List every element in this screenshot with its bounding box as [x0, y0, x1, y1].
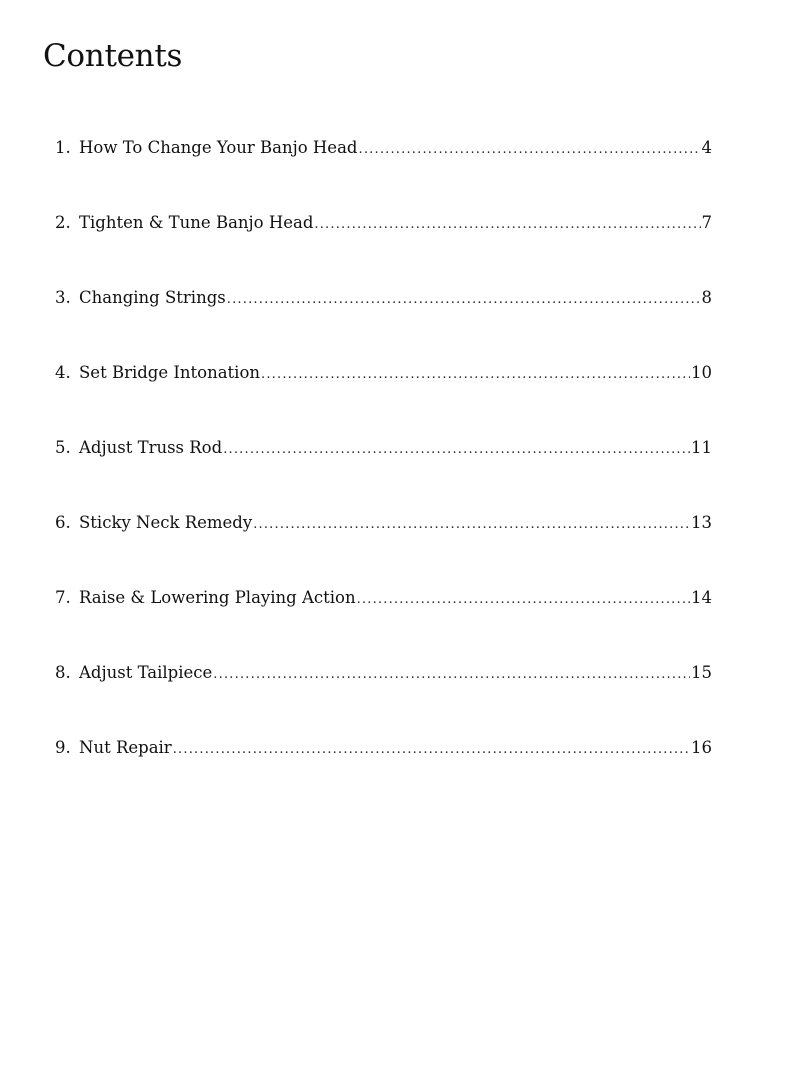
- toc-page-number: 4: [701, 138, 712, 157]
- dot-leader: [253, 512, 690, 538]
- toc-page-number: 10: [691, 363, 712, 382]
- toc-page-number: 11: [691, 438, 712, 457]
- toc-title: Changing Strings: [79, 288, 226, 307]
- toc-title: Adjust Truss Rod: [79, 438, 223, 457]
- toc-entry[interactable]: [55, 735, 712, 810]
- toc-line: [55, 360, 712, 386]
- toc-line: [55, 210, 712, 236]
- toc-line: [55, 285, 712, 311]
- toc-line: [55, 660, 712, 686]
- toc-entry[interactable]: [55, 435, 712, 510]
- toc-entry[interactable]: [55, 135, 712, 210]
- toc-title: Raise & Lowering Playing Action: [79, 588, 356, 607]
- dot-leader: [223, 437, 690, 463]
- toc-line: [55, 510, 712, 536]
- toc-entry[interactable]: [55, 360, 712, 435]
- toc-entry[interactable]: [55, 510, 712, 585]
- toc-number: 6.: [55, 513, 71, 532]
- toc-page-number: 8: [701, 288, 712, 307]
- toc-page-number: 7: [701, 213, 712, 232]
- toc-line: [55, 435, 712, 461]
- toc-entry[interactable]: [55, 660, 712, 735]
- toc-title: Set Bridge Intonation: [79, 363, 261, 382]
- dot-leader: [261, 362, 690, 388]
- dot-leader: [173, 737, 690, 763]
- toc-line: [55, 585, 712, 611]
- dot-leader: [227, 287, 701, 313]
- dot-leader: [357, 587, 690, 613]
- toc-number: 5.: [55, 438, 71, 457]
- toc-page-number: 16: [691, 738, 712, 757]
- table-of-contents: [55, 135, 712, 810]
- toc-number: 9.: [55, 738, 71, 757]
- toc-title: How To Change Your Banjo Head: [79, 138, 358, 157]
- toc-entry[interactable]: [55, 210, 712, 285]
- toc-entry[interactable]: [55, 585, 712, 660]
- page-title: Contents: [43, 38, 183, 74]
- dot-leader: [358, 137, 700, 163]
- toc-line: [55, 135, 712, 161]
- toc-number: 3.: [55, 288, 71, 307]
- toc-line: [55, 735, 712, 761]
- toc-number: 2.: [55, 213, 71, 232]
- dot-leader: [213, 662, 690, 688]
- toc-page-number: 13: [691, 513, 712, 532]
- toc-number: 1.: [55, 138, 71, 157]
- toc-title: Nut Repair: [79, 738, 172, 757]
- toc-number: 4.: [55, 363, 71, 382]
- dot-leader: [314, 212, 700, 238]
- toc-number: 8.: [55, 663, 71, 682]
- toc-page-number: 14: [691, 588, 712, 607]
- toc-entry[interactable]: [55, 285, 712, 360]
- toc-title: Adjust Tailpiece: [79, 663, 213, 682]
- toc-number: 7.: [55, 588, 71, 607]
- toc-title: Sticky Neck Remedy: [79, 513, 253, 532]
- toc-page-number: 15: [691, 663, 712, 682]
- toc-title: Tighten & Tune Banjo Head: [79, 213, 314, 232]
